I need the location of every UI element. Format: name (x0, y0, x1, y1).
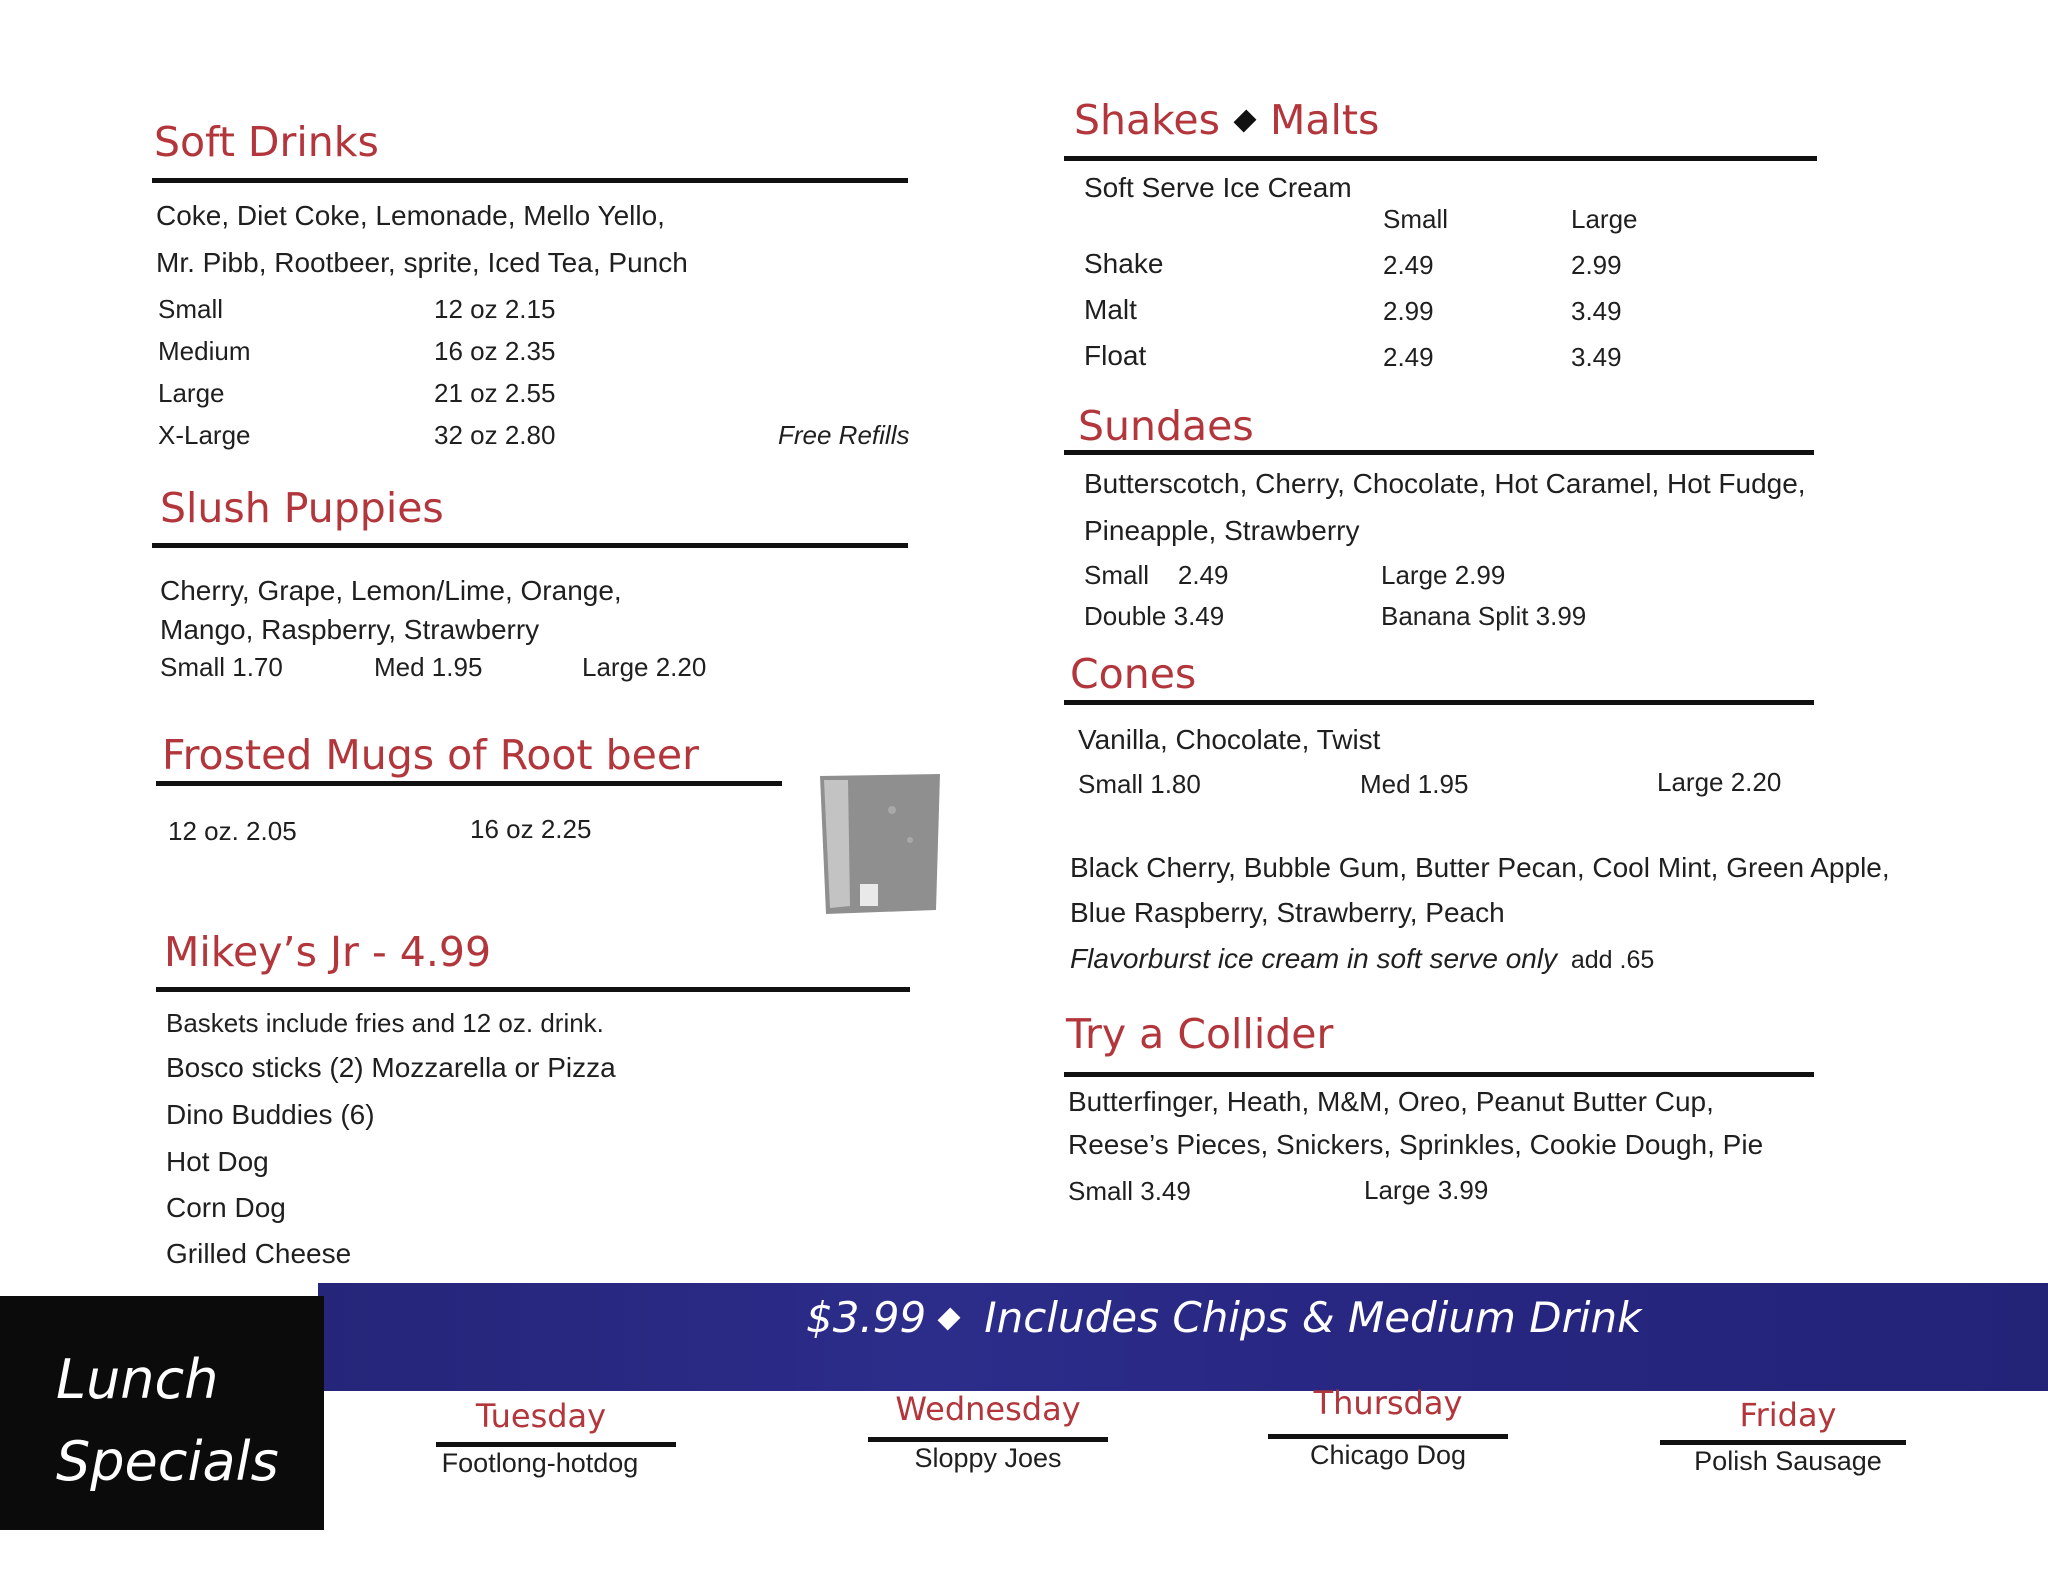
shakes-col-small: Small (1383, 204, 1449, 234)
shakes-col-large: Large (1571, 204, 1638, 234)
day-rule (1660, 1440, 1906, 1445)
cones-flavors: Vanilla, Chocolate, Twist (1078, 724, 1381, 755)
soft-drinks-size-name: Small (158, 294, 224, 324)
day-rule (868, 1437, 1108, 1442)
day-rule (436, 1442, 676, 1447)
shakes-row-large: 3.49 (1571, 342, 1622, 372)
day-tuesday: Tuesday (475, 1397, 607, 1435)
soft-drinks-title: Soft Drinks (154, 118, 379, 166)
diamond-icon (1234, 110, 1257, 133)
shakes-title (1074, 96, 1379, 144)
shakes-row-large: 2.99 (1571, 250, 1622, 280)
lunch-banner-text (806, 1293, 1641, 1342)
lunch-word-1: Lunch (56, 1348, 219, 1411)
mikeys-item: Bosco sticks (2) Mozzarella or Pizza (166, 1052, 616, 1083)
shakes-row-name: Shake (1084, 248, 1164, 279)
shakes-subtitle: Soft Serve Ice Cream (1084, 172, 1352, 203)
sundaes-banana-split-price: Banana Split 3.99 (1381, 601, 1587, 631)
cones-small-price: Small 1.80 (1078, 769, 1201, 799)
lunch-price: $3.99 (806, 1293, 927, 1342)
sundaes-rule (1064, 450, 1814, 455)
collider-flavors-2: Reese’s Pieces, Snickers, Sprinkles, Cookie Dough, Pie (1068, 1129, 1764, 1160)
mugs-size-12: 12 oz. 2.05 (168, 816, 297, 846)
cones-rule (1064, 700, 1814, 705)
mug-icon (814, 770, 946, 918)
sundaes-flavors-2: Pineapple, Strawberry (1084, 515, 1360, 546)
soft-drinks-size-price: 12 oz 2.15 (434, 294, 556, 324)
soft-drinks-size-price: 16 oz 2.35 (434, 336, 556, 366)
shakes-rule (1064, 156, 1817, 161)
lunch-includes: Includes Chips & Medium Drink (984, 1293, 1642, 1342)
shakes-title-a: Shakes (1074, 96, 1221, 144)
cones-title: Cones (1070, 650, 1197, 698)
mikeys-rule (156, 987, 910, 992)
mikeys-item: Hot Dog (166, 1146, 269, 1177)
special-wednesday: Sloppy Joes (914, 1443, 1062, 1473)
cones-med-price: Med 1.95 (1360, 769, 1469, 799)
diamond-icon (938, 1307, 961, 1330)
flavorburst-note-line (1070, 943, 1654, 975)
special-friday: Polish Sausage (1694, 1446, 1882, 1476)
collider-flavors-1: Butterfinger, Heath, M&M, Oreo, Peanut Butter Cup, (1068, 1086, 1714, 1117)
shakes-title-b: Malts (1270, 96, 1380, 144)
collider-large-price: Large 3.99 (1364, 1175, 1489, 1205)
free-refills-note: Free Refills (778, 420, 910, 450)
soft-drinks-size-price: 32 oz 2.80 (434, 420, 556, 450)
soft-drinks-flavors-2: Mr. Pibb, Rootbeer, sprite, Iced Tea, Punch (156, 247, 688, 278)
collider-title: Try a Collider (1066, 1010, 1334, 1058)
slush-title: Slush Puppies (160, 484, 444, 532)
cones-large-price: Large 2.20 (1657, 767, 1782, 797)
soft-drinks-size-price: 21 oz 2.55 (434, 378, 556, 408)
day-friday: Friday (1739, 1396, 1837, 1434)
mugs-title: Frosted Mugs of Root beer (162, 731, 699, 779)
mikeys-item: Grilled Cheese (166, 1238, 352, 1269)
flavorburst-flavors-1: Black Cherry, Bubble Gum, Butter Pecan, Cool Mint, Green Apple, (1070, 852, 1890, 883)
collider-rule (1064, 1072, 1814, 1077)
slush-large-price: Large 2.20 (582, 652, 707, 682)
shakes-row-small: 2.49 (1383, 342, 1434, 372)
soft-drinks-size-name: Large (158, 378, 225, 408)
sundaes-title: Sundaes (1078, 402, 1254, 450)
soft-drinks-rule (152, 178, 908, 183)
mikeys-item: Dino Buddies (6) (166, 1099, 375, 1130)
special-thursday: Chicago Dog (1309, 1440, 1467, 1470)
slush-rule (152, 543, 908, 548)
mugs-rule (156, 781, 782, 786)
shakes-row-name: Float (1084, 340, 1147, 371)
shakes-row-large: 3.49 (1571, 296, 1622, 326)
sundaes-double-price: Double 3.49 (1084, 601, 1225, 631)
shakes-row-small: 2.99 (1383, 296, 1434, 326)
flavorburst-add-price: add .65 (1570, 946, 1655, 974)
special-tuesday: Footlong-hotdog (441, 1448, 639, 1478)
mikeys-item: Corn Dog (166, 1192, 286, 1223)
day-rule (1268, 1434, 1508, 1439)
slush-flavors-1: Cherry, Grape, Lemon/Lime, Orange, (160, 575, 622, 606)
day-thursday: Thursday (1313, 1384, 1463, 1422)
mugs-size-16: 16 oz 2.25 (470, 814, 592, 844)
flavorburst-note: Flavorburst ice cream in soft serve only (1070, 943, 1558, 974)
day-wednesday: Wednesday (895, 1390, 1081, 1428)
shakes-row-small: 2.49 (1383, 250, 1434, 280)
slush-small-price: Small 1.70 (160, 652, 283, 682)
slush-med-price: Med 1.95 (374, 652, 483, 682)
soft-drinks-size-name: X-Large (158, 420, 251, 450)
lunch-specials-box (0, 1296, 324, 1530)
soft-drinks-flavors-1: Coke, Diet Coke, Lemonade, Mello Yello, (156, 200, 665, 231)
sundaes-flavors-1: Butterscotch, Cherry, Chocolate, Hot Caramel, Hot Fudge, (1084, 468, 1806, 499)
sundaes-large-price: Large 2.99 (1381, 560, 1506, 590)
lunch-word-2: Specials (56, 1430, 279, 1493)
mikeys-item: Baskets include fries and 12 oz. drink. (166, 1008, 604, 1038)
slush-flavors-2: Mango, Raspberry, Strawberry (160, 614, 540, 645)
soft-drinks-size-name: Medium (158, 336, 251, 366)
collider-small-price: Small 3.49 (1068, 1176, 1191, 1206)
shakes-row-name: Malt (1084, 294, 1137, 325)
mikeys-title: Mikey’s Jr - 4.99 (164, 928, 492, 976)
sundaes-small-price: Small 2.49 (1084, 560, 1229, 590)
flavorburst-flavors-2: Blue Raspberry, Strawberry, Peach (1070, 897, 1505, 928)
